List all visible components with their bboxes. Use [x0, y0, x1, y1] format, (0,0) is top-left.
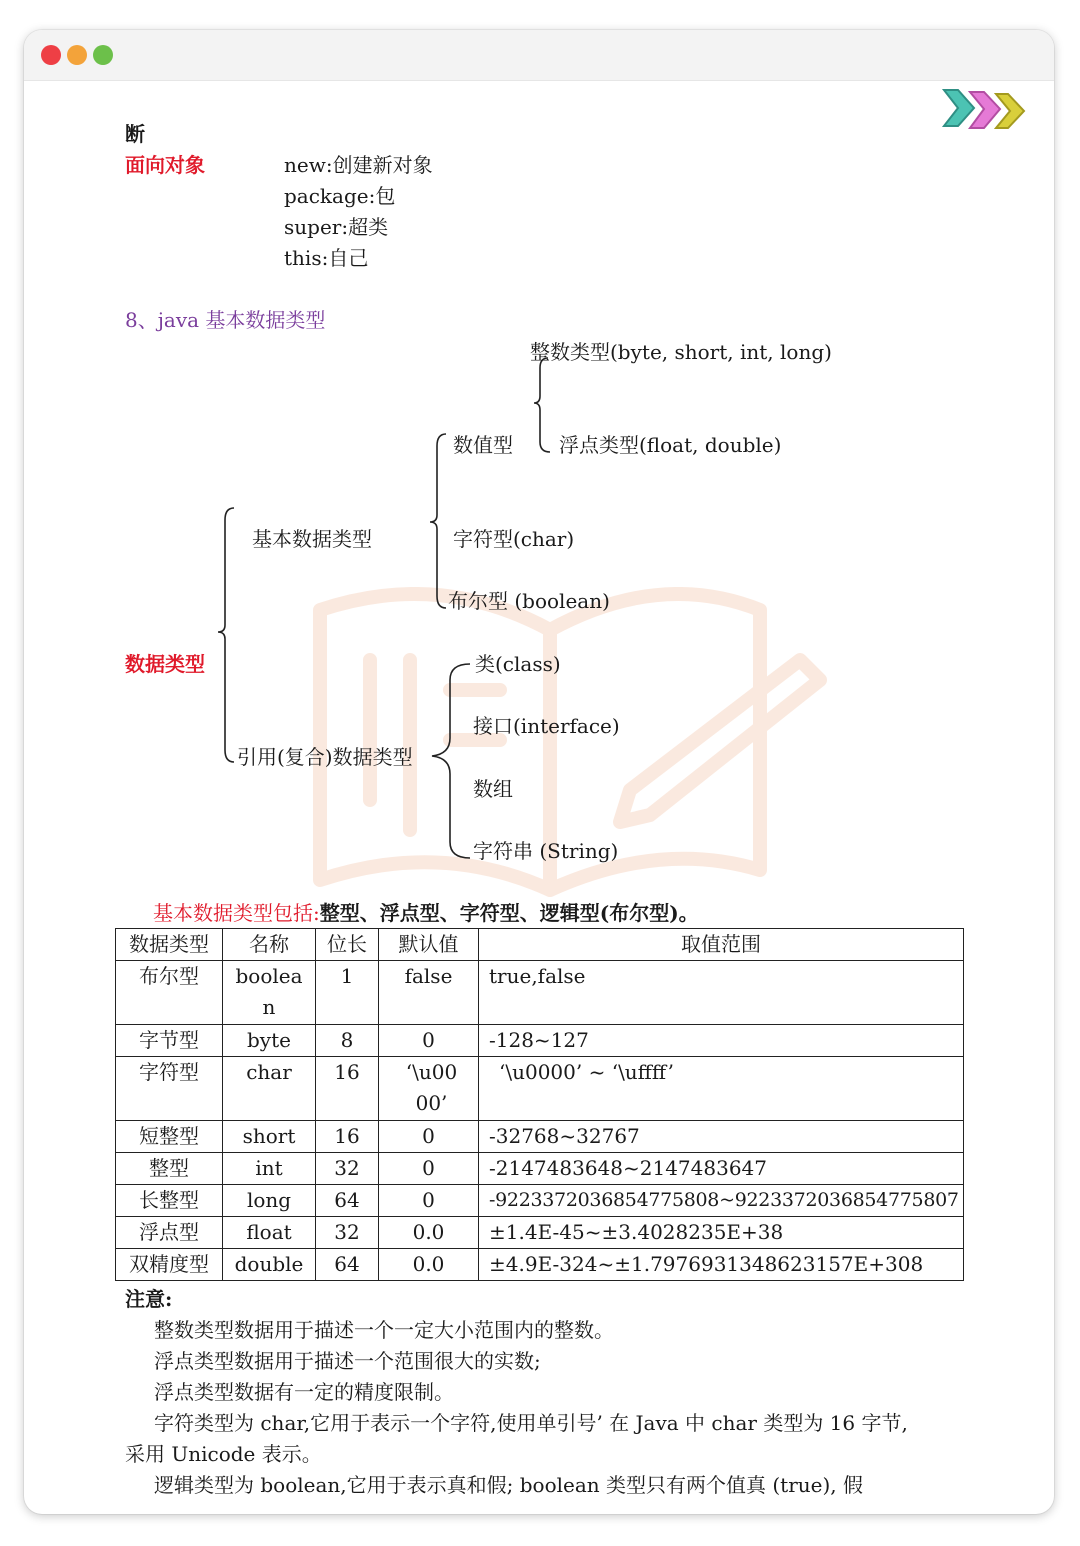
cell-name: float [223, 1217, 316, 1249]
header-bits: 位长 [316, 929, 379, 961]
cell-range: -128~127 [479, 1025, 964, 1057]
note-line: 浮点类型数据用于描述一个范围很大的实数; [154, 1349, 541, 1373]
table-row [116, 961, 964, 1025]
header-default: 默认值 [379, 929, 479, 961]
float-types-label: 浮点类型(float, double) [559, 433, 782, 457]
oop-label: 面向对象 [125, 153, 205, 177]
cell-bits: 8 [316, 1025, 379, 1057]
table-header-row [116, 929, 964, 961]
cell-range: -9223372036854775808~9223372036854775807 [479, 1185, 964, 1217]
cell-type: 双精度型 [116, 1249, 223, 1281]
cell-name: long [223, 1185, 316, 1217]
table-row [116, 1121, 964, 1153]
keyword-super: super:超类 [284, 215, 389, 239]
bracket-basic [430, 434, 446, 608]
cell-default: 0 [379, 1185, 479, 1217]
cell-name: short [223, 1121, 316, 1153]
cell-range: ‘\u0000’ ~ ‘\uffff’ [479, 1057, 964, 1121]
cell-type: 浮点型 [116, 1217, 223, 1249]
cell-default: 0 [379, 1121, 479, 1153]
table-row [116, 1025, 964, 1057]
note-line: 字符类型为 char,它用于表示一个字符,使用单引号’ 在 Java 中 char 类型为 16 字节, [154, 1411, 908, 1435]
integer-types-label: 整数类型(byte, short, int, long) [530, 340, 832, 364]
interface-label: 接口(interface) [473, 714, 620, 738]
cell-bits: 64 [316, 1249, 379, 1281]
table-row [116, 1153, 964, 1185]
table-row [116, 1057, 964, 1121]
note-line: 浮点类型数据有一定的精度限制。 [154, 1380, 454, 1404]
primitive-types-table [115, 928, 964, 1281]
char-type-label: 字符型(char) [453, 527, 575, 551]
header-name: 名称 [223, 929, 316, 961]
cell-range: -2147483648~2147483647 [479, 1153, 964, 1185]
cell-name: int [223, 1153, 316, 1185]
cell-bits: 16 [316, 1121, 379, 1153]
bracket-reference [432, 664, 470, 858]
keyword-new: new:创建新对象 [284, 153, 433, 177]
tree-root-label: 数据类型 [125, 652, 205, 676]
cell-bits: 32 [316, 1217, 379, 1249]
notes-section [125, 1284, 965, 1501]
cell-default: 0.0 [379, 1249, 479, 1281]
keyword-this: this:自己 [284, 246, 369, 270]
table-row [116, 1249, 964, 1281]
cell-bits: 1 [316, 961, 379, 1025]
bool-type-label: 布尔型 (boolean) [448, 589, 610, 613]
string-label: 字符串 (String) [473, 839, 619, 863]
cell-default: 0.0 [379, 1217, 479, 1249]
table-row [116, 1185, 964, 1217]
cell-type: 字节型 [116, 1025, 223, 1057]
cell-range: -32768~32767 [479, 1121, 964, 1153]
note-line: 整数类型数据用于描述一个一定大小范围内的整数。 [154, 1318, 614, 1342]
cell-default: ‘\u0000’ [379, 1057, 479, 1121]
class-label: 类(class) [475, 652, 561, 676]
cell-default: 0 [379, 1153, 479, 1185]
numeric-label: 数值型 [453, 433, 513, 457]
cell-bits: 32 [316, 1153, 379, 1185]
bracket-integer-float [534, 358, 550, 452]
reference-types-label: 引用(复合)数据类型 [237, 745, 413, 769]
keyword-package: package:包 [284, 184, 396, 208]
cell-name: boolean [223, 961, 316, 1025]
cell-name: byte [223, 1025, 316, 1057]
header-range: 取值范围 [479, 929, 964, 961]
basic-types-label: 基本数据类型 [252, 527, 372, 551]
cell-range: ±1.4E-45~±3.4028235E+38 [479, 1217, 964, 1249]
notes-heading: 注意: [125, 1287, 173, 1311]
cell-type: 短整型 [116, 1121, 223, 1153]
cell-default: false [379, 961, 479, 1025]
cell-range: true,false [479, 961, 964, 1025]
table-row [116, 1217, 964, 1249]
cell-name: char [223, 1057, 316, 1121]
section-heading: 8、java 基本数据类型 [125, 308, 326, 332]
cell-type: 长整型 [116, 1185, 223, 1217]
cell-type: 整型 [116, 1153, 223, 1185]
summary-text: 整型、浮点型、字符型、逻辑型(布尔型)。 [319, 901, 699, 925]
bracket-root [218, 508, 234, 762]
note-line: 采用 Unicode 表示。 [125, 1442, 322, 1466]
note-line: 逻辑类型为 boolean,它用于表示真和假; boolean 类型只有两个值真 (true), 假 [154, 1473, 864, 1497]
cell-type: 字符型 [116, 1057, 223, 1121]
array-label: 数组 [473, 777, 513, 801]
cell-range: ±4.9E-324~±1.7976931348623157E+308 [479, 1249, 964, 1281]
summary-label: 基本数据类型包括: [153, 901, 320, 925]
cell-default: 0 [379, 1025, 479, 1057]
header-type: 数据类型 [116, 929, 223, 961]
cell-name: double [223, 1249, 316, 1281]
cell-bits: 16 [316, 1057, 379, 1121]
cell-bits: 64 [316, 1185, 379, 1217]
text-fragment: 断 [125, 122, 145, 146]
cell-type: 布尔型 [116, 961, 223, 1025]
summary-line [153, 901, 699, 925]
